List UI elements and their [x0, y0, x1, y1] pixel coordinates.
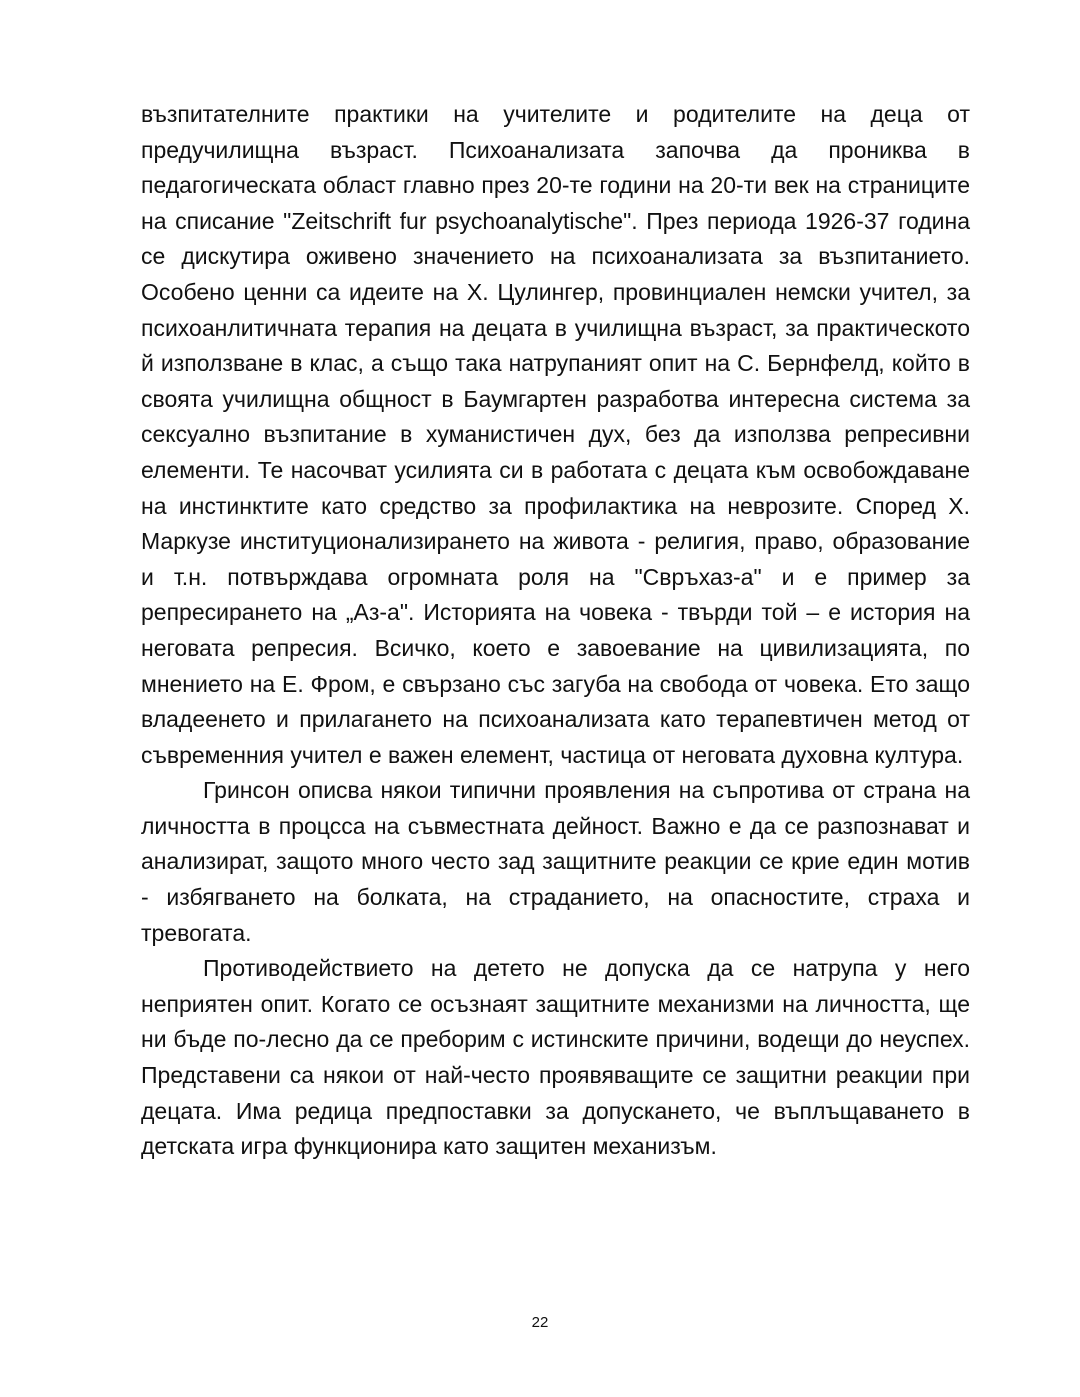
page-number: 22: [531, 1314, 549, 1331]
paragraph-greenson: Гринсон описва някои типични проявления на съпротива от страна на личността в процсса на съвместната дейност. Важно е да се разпознават и анализират, защото много често зад защитните реакции се крие един мотив - избягването на болката, на страданието, на опасностите, страха и тревогата.: [141, 777, 970, 946]
body-text: [141, 97, 970, 1165]
paragraph-defense-mechanisms: Противодействието на детето не допуска да се натрупа у него неприятен опит. Когато се осъзнаят защитните механизми на личността, ще ни бъде по-лесно да се преборим с истинските причини, водещи до неуспех. Представени са някои от най-често проявяващите се защитни реакции при децата. Има редица предпоставки за допускането, че въплъщаването в детската игра функционира като защитен механизъм.: [141, 955, 970, 1160]
paragraph-continued: възпитателните практики на учителите и родителите на деца от предучилищна възраст. Психоанализата започва да прониква в педагогическата област главно през 20-те години на 20-ти век на страниците на списание "Zeitschrift fur psychoanalytische". През периода 1926-37 година се дискутира оживено значението на психоанализата за възпитанието. Особено ценни са идеите на Х. Цулингер, провинциален немски учител, за психоанлитичната терапия на децата в училищна възраст, за практическото й използване в клас, а също така натрупаният опит на С. Бернфелд, който в своята училищна общност в Баумгартен разработва интересна система за сексуално възпитание в хуманистичен дух, без да използва репресивни елементи. Те насочват усилията си в работата с децата към освобождаване на инстинктите като средство за профилактика на неврозите. Според Х. Маркузе институционализирането на живота - религия, право, образование и т.н. потвърждава огромната роля на "Свръхаз-а" и е пример за репресирането на „Аз-а". Историята на човека - твърди той – е история на неговата репресия. Всичко, което е завоевание на цивилизацията, по мнението на Е. Фром, е свързано със загуба на свобода от човека. Ето защо владеенето и прилагането на психоанализата като терапевтичен метод от съвременния учител е важен елемент, частица от неговата духовна култура.: [141, 101, 970, 768]
